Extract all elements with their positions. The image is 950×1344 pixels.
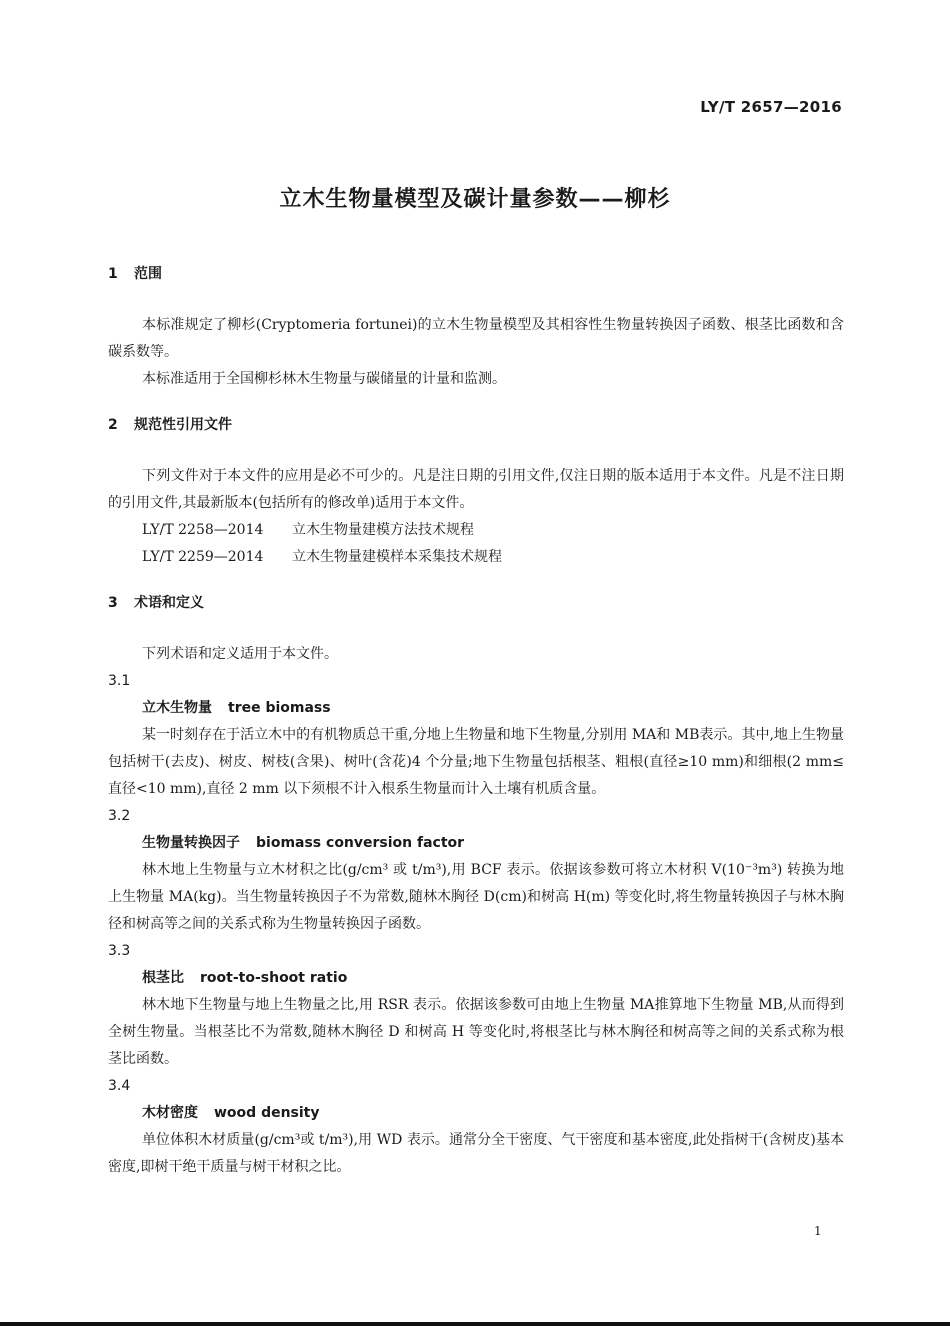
page-bottom-rule (0, 1322, 950, 1326)
section-number: 3 (108, 595, 118, 611)
section-heading (108, 262, 844, 286)
term-heading (108, 1100, 844, 1127)
term-number: 3.3 (108, 943, 131, 959)
term-number: 3.4 (108, 1078, 131, 1094)
term-zh: 立木生物量 (142, 700, 212, 716)
reference-title: 立木生物量建模方法技术规程 (292, 522, 474, 538)
section-heading (108, 413, 844, 437)
term-zh: 生物量转换因子 (142, 835, 240, 851)
reference-title: 立木生物量建模样本采集技术规程 (292, 549, 502, 565)
term-zh: 根茎比 (142, 970, 184, 986)
term-definition: 某一时刻存在于活立木中的有机物质总干重,分地上生物量和地下生物量,分别用 MA和 MB表示。其中,地上生物量包括树干(去皮)、树皮、树枝(含果)、树叶(含花)4 个分量;地下生物量包括根茎、粗根(直径≥10 mm)和细根(2 mm≤直径<10 mm),直径 2 mm 以下须根不计入根系生物量而计入土壤有机质含量。 (108, 727, 844, 797)
document-title: 立木生物量模型及碳计量参数——柳杉 (279, 187, 671, 212)
section-number: 1 (108, 266, 118, 282)
section-heading (108, 591, 844, 615)
standard-code: LY/T 2657—2016 (700, 98, 842, 116)
reference-code: LY/T 2258—2014 (142, 522, 264, 538)
section-title: 规范性引用文件 (134, 417, 232, 433)
paragraph: 本标准适用于全国柳杉林木生物量与碳储量的计量和监测。 (142, 371, 506, 387)
term-number: 3.2 (108, 808, 131, 824)
term-en: wood density (214, 1105, 320, 1121)
reference-code: LY/T 2259—2014 (142, 549, 264, 565)
term-heading (108, 830, 844, 857)
document-body (108, 262, 844, 1181)
term-zh: 木材密度 (142, 1105, 198, 1121)
reference-item (108, 544, 844, 571)
page-number: 1 (814, 1224, 822, 1238)
section-title: 术语和定义 (134, 595, 204, 611)
term-definition: 单位体积木材质量(g/cm³或 t/m³),用 WD 表示。通常分全干密度、气干密度和基本密度,此处指树干(含树皮)基本密度,即树干绝干质量与树干材积之比。 (108, 1132, 844, 1175)
term-number: 3.1 (108, 673, 131, 689)
term-en: tree biomass (228, 700, 331, 716)
term-definition: 林木地上生物量与立木材积之比(g/cm³ 或 t/m³),用 BCF 表示。依据该参数可将立木材积 V(10⁻³m³) 转换为地上生物量 MA(kg)。当生物量转换因子不为常数,随林木胸径 D(cm)和树高 H(m) 等变化时,将生物量转换因子与林木胸径和树高等之间的关系式称为生物量转换因子函数。 (108, 862, 844, 932)
term-heading (108, 965, 844, 992)
paragraph: 本标准规定了柳杉(Cryptomeria fortunei)的立木生物量模型及其相容性生物量转换因子函数、根茎比函数和含碳系数等。 (108, 317, 844, 360)
paragraph: 下列文件对于本文件的应用是必不可少的。凡是注日期的引用文件,仅注日期的版本适用于本文件。凡是不注日期的引用文件,其最新版本(包括所有的修改单)适用于本文件。 (108, 468, 844, 511)
term-definition: 林木地下生物量与地上生物量之比,用 RSR 表示。依据该参数可由地上生物量 MA推算地下生物量 MB,从而得到全树生物量。当根茎比不为常数,随林木胸径 D 和树高 H 等变化时,将根茎比与林木胸径和树高等之间的关系式称为根茎比函数。 (108, 997, 844, 1067)
paragraph: 下列术语和定义适用于本文件。 (142, 646, 338, 662)
section-title: 范围 (134, 266, 162, 282)
term-en: biomass conversion factor (256, 835, 465, 851)
term-heading (108, 695, 844, 722)
term-en: root-to-shoot ratio (200, 970, 348, 986)
reference-item (108, 517, 844, 544)
section-number: 2 (108, 417, 118, 433)
